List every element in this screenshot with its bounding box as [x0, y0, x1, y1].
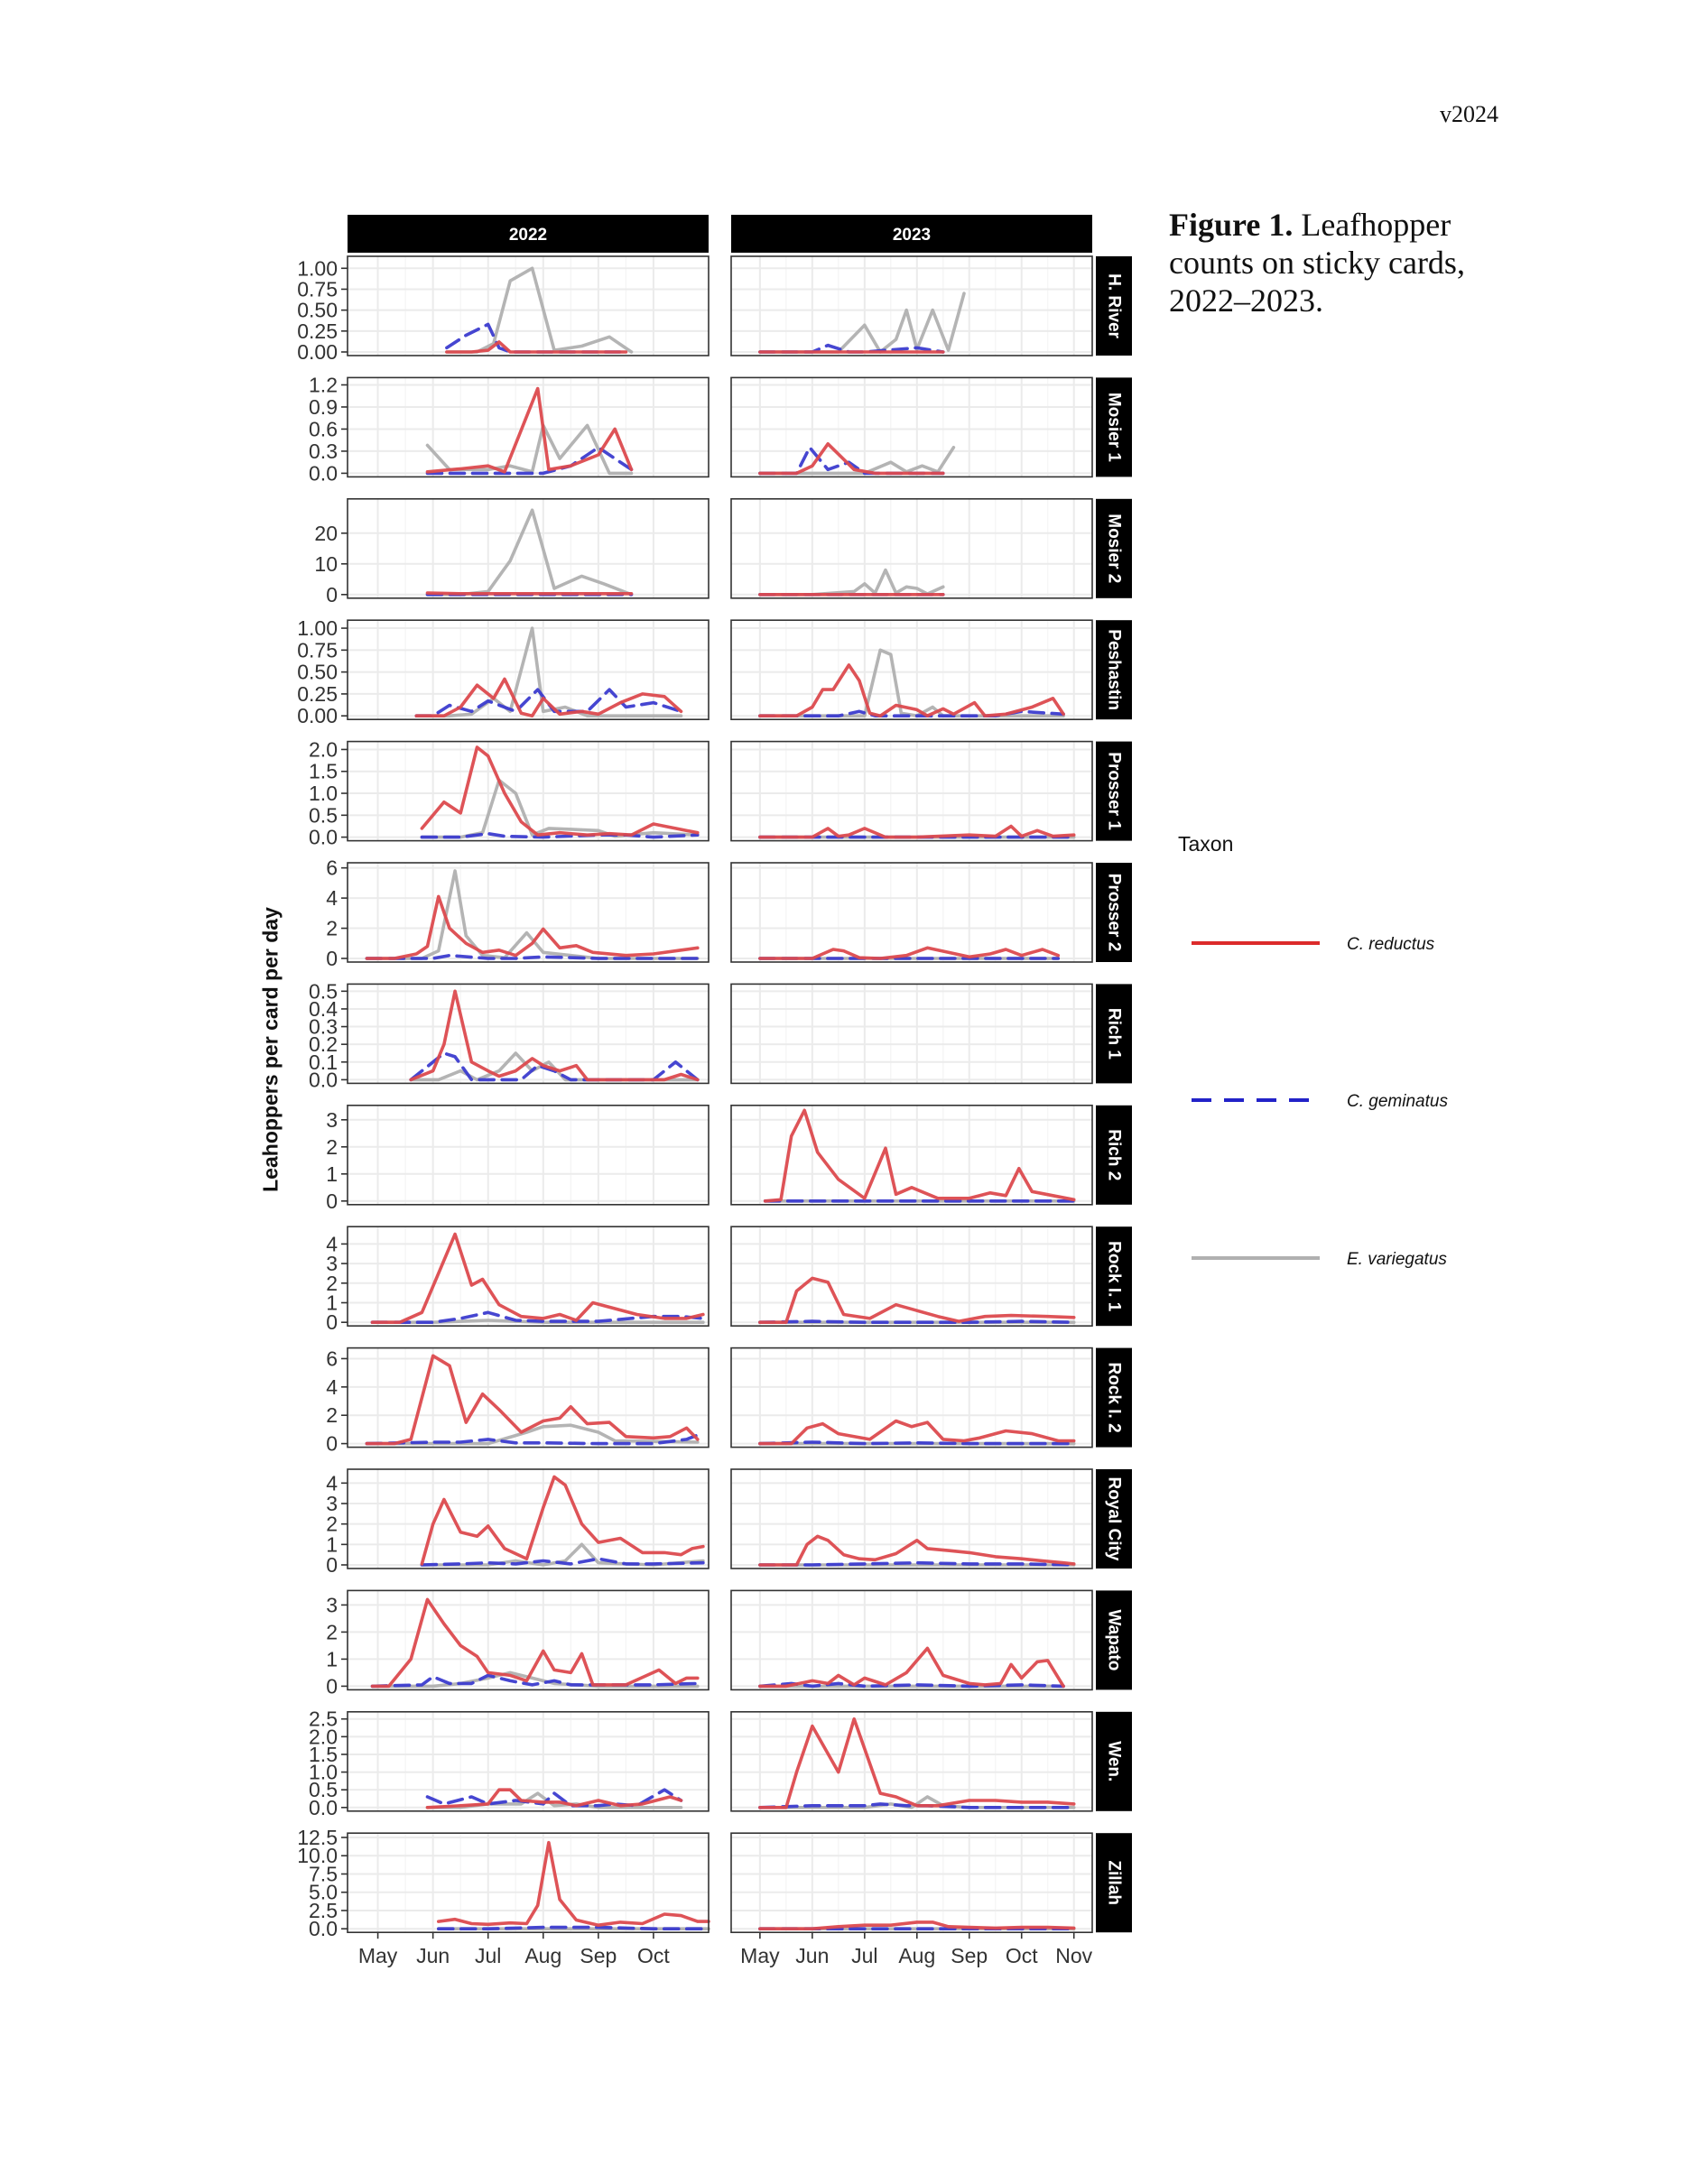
y-tick-label: 4: [326, 1374, 338, 1399]
x-tick-label-2023-jun: Jun: [795, 1944, 830, 1968]
y-tick-label: 3: [326, 1107, 338, 1132]
y-tick-label: 0.0: [309, 825, 338, 849]
y-tick-label: 2: [326, 1620, 338, 1644]
y-tick-label: 1.5: [309, 1742, 338, 1766]
y-tick-label: 10.0: [297, 1844, 338, 1868]
facet-label-wen: Wen.: [1104, 1741, 1124, 1782]
y-tick-label: 2.0: [309, 737, 338, 762]
panel-prosser-2-2023: [731, 863, 1092, 962]
panel-rich-1-2022: [348, 984, 709, 1083]
y-tick-label: 1.00: [297, 256, 338, 281]
y-tick-label: 1: [326, 1161, 338, 1186]
y-tick-label: 6: [326, 856, 338, 880]
y-tick-label: 0.1: [309, 1050, 338, 1074]
panel-bg: [731, 1348, 1092, 1448]
panel-royal-city-2022: [348, 1469, 709, 1569]
x-tick-label-2022-may: May: [357, 1944, 398, 1968]
panel-prosser-1-2022: [348, 742, 709, 841]
caption-label: Figure 1.: [1169, 207, 1294, 243]
y-tick-label: 5.0: [309, 1880, 338, 1904]
x-tick-label-2022-oct: Oct: [637, 1944, 670, 1968]
x-tick-label-2022-jul: Jul: [475, 1944, 502, 1968]
panel-rock-i-2-2023: [731, 1348, 1092, 1448]
x-tick-label-2022-jun: Jun: [416, 1944, 450, 1968]
panel-rich-2-2022: [348, 1106, 709, 1205]
y-tick-label: 1.2: [309, 373, 338, 397]
y-tick-label: 20: [314, 521, 338, 545]
x-tick-label-2023-nov: Nov: [1055, 1944, 1093, 1968]
y-tick-label: 0.25: [297, 319, 338, 343]
y-tick-label: 1.00: [297, 616, 338, 641]
x-tick-label-2023-jul: Jul: [851, 1944, 878, 1968]
x-tick-label-2022-sep: Sep: [580, 1944, 617, 1968]
y-tick-label: 3: [326, 1492, 338, 1515]
y-tick-label: 4: [326, 1232, 338, 1256]
strip-label-2022: 2022: [508, 226, 548, 245]
y-tick-label: 0: [326, 947, 338, 970]
y-tick-label: 2: [326, 916, 338, 940]
panel-bg: [731, 742, 1092, 841]
y-tick-label: 0.50: [297, 298, 338, 322]
y-tick-label: 0: [326, 1674, 338, 1698]
y-tick-label: 0.4: [309, 996, 338, 1021]
panel-peshastin-2022: [348, 620, 709, 719]
facet-label-zillah: Zillah: [1104, 1860, 1124, 1906]
y-tick-label: 6: [326, 1346, 338, 1371]
y-tick-label: 0: [326, 1553, 338, 1577]
panel-wapato-2022: [348, 1590, 709, 1689]
y-tick-label: 0.0: [309, 1917, 338, 1941]
panel-rich-1-2023: [731, 984, 1092, 1083]
panel-mosier-2-2023: [731, 499, 1092, 598]
panel-bg: [731, 1712, 1092, 1811]
y-tick-label: 1: [326, 1532, 338, 1557]
facet-label-mosier-2: Mosier 2: [1104, 514, 1124, 584]
legend-title: Taxon: [1178, 832, 1234, 856]
legend-label-c-reductus: C. reductus: [1347, 935, 1435, 954]
y-tick-label: 0.9: [309, 394, 338, 419]
panel-bg: [731, 1469, 1092, 1569]
legend-label-c-geminatus: C. geminatus: [1347, 1092, 1448, 1111]
x-tick-label-2023-may: May: [740, 1944, 780, 1968]
y-tick-label: 4: [326, 1471, 338, 1495]
y-tick-label: 0.0: [309, 1795, 338, 1819]
y-tick-label: 2: [326, 1512, 338, 1536]
y-tick-label: 4: [326, 886, 338, 911]
y-tick-label: 2: [326, 1134, 338, 1159]
x-tick-label-2023-oct: Oct: [1005, 1944, 1038, 1968]
y-tick-label: 2.0: [309, 1725, 338, 1749]
version-label: v2024: [1440, 101, 1498, 127]
facet-label-royal-city: Royal City: [1104, 1476, 1124, 1561]
panel-bg: [348, 1226, 709, 1326]
y-tick-label: 1.0: [309, 1760, 338, 1784]
panel-bg: [731, 1833, 1092, 1932]
facet-label-h-river: H. River: [1104, 273, 1124, 338]
panel-royal-city-2023: [731, 1469, 1092, 1569]
caption-text: Leafhopper counts on sticky cards, 2022–2023.: [1169, 207, 1465, 319]
y-tick-label: 0.75: [297, 277, 338, 301]
facet-label-prosser-2: Prosser 2: [1104, 873, 1124, 952]
panel-zillah-2023: [731, 1833, 1092, 1932]
panel-mosier-1-2023: [731, 377, 1092, 477]
y-tick-label: 3: [326, 1252, 338, 1276]
y-tick-label: 1.0: [309, 782, 338, 806]
y-tick-label: 0.0: [309, 1068, 338, 1092]
y-tick-label: 2.5: [309, 1898, 338, 1922]
y-tick-label: 12.5: [297, 1826, 338, 1850]
y-tick-label: 2: [326, 1403, 338, 1428]
y-tick-label: 0: [326, 1189, 338, 1213]
y-tick-label: 2: [326, 1271, 338, 1295]
y-tick-label: 0.75: [297, 638, 338, 662]
y-tick-label: 0.5: [309, 1778, 338, 1802]
x-tick-label-2023-sep: Sep: [951, 1944, 988, 1968]
panel-rock-i-1-2022: [348, 1226, 709, 1326]
panel-wen-2023: [731, 1712, 1092, 1811]
panel-rock-i-1-2023: [731, 1226, 1092, 1326]
y-tick-label: 3: [326, 1593, 338, 1617]
panel-peshastin-2023: [731, 620, 1092, 719]
y-tick-label: 0.50: [297, 660, 338, 684]
panel-bg: [348, 377, 709, 477]
panel-wen-2022: [348, 1712, 709, 1811]
y-tick-label: 7.5: [309, 1862, 338, 1886]
y-tick-label: 0.5: [309, 979, 338, 1004]
y-tick-label: 0.00: [297, 340, 338, 364]
y-tick-label: 0.0: [309, 461, 338, 486]
facet-label-rock-i-1: Rock I. 1: [1104, 1241, 1124, 1312]
facet-label-rich-2: Rich 2: [1104, 1129, 1124, 1181]
panel-bg: [348, 1712, 709, 1811]
facet-label-prosser-1: Prosser 1: [1104, 752, 1124, 830]
x-tick-label-2023-aug: Aug: [898, 1944, 936, 1968]
legend-label-e-variegatus: E. variegatus: [1347, 1250, 1447, 1269]
strip-label-2023: 2023: [892, 226, 932, 245]
y-tick-label: 0.00: [297, 704, 338, 728]
series-line-c-reductus: [428, 593, 632, 594]
y-tick-label: 0.6: [309, 417, 338, 441]
panel-bg: [731, 1226, 1092, 1326]
y-tick-label: 0: [326, 1431, 338, 1456]
panel-prosser-1-2023: [731, 742, 1092, 841]
facet-label-rock-i-2: Rock I. 2: [1104, 1362, 1124, 1433]
y-tick-label: 1: [326, 1647, 338, 1671]
y-tick-label: 2.5: [309, 1707, 338, 1731]
y-tick-label: 0.25: [297, 681, 338, 706]
x-tick-label-2022-aug: Aug: [524, 1944, 562, 1968]
y-tick-label: 1: [326, 1291, 338, 1315]
panel-bg: [731, 499, 1092, 598]
panel-rich-2-2023: [731, 1106, 1092, 1205]
facet-label-peshastin: Peshastin: [1104, 629, 1124, 711]
panel-h-river-2022: [348, 256, 709, 356]
facet-label-rich-1: Rich 1: [1104, 1007, 1124, 1060]
panel-zillah-2022: [348, 1833, 709, 1932]
panel-rock-i-2-2022: [348, 1348, 709, 1448]
panel-mosier-2-2022: [348, 499, 709, 598]
y-tick-label: 10: [314, 551, 338, 576]
y-tick-label: 1.5: [309, 759, 338, 783]
y-tick-label: 0: [326, 1310, 338, 1335]
facet-label-mosier-1: Mosier 1: [1104, 392, 1124, 462]
facet-label-wapato: Wapato: [1104, 1609, 1124, 1671]
y-tick-label: 0.5: [309, 803, 338, 828]
y-tick-label: 0.3: [309, 439, 338, 463]
panel-prosser-2-2022: [348, 863, 709, 962]
panel-bg: [348, 499, 709, 598]
panel-wapato-2023: [731, 1590, 1092, 1689]
y-tick-label: 0: [326, 582, 338, 606]
panel-bg: [731, 863, 1092, 962]
y-tick-label: 0.2: [309, 1032, 338, 1057]
panel-mosier-1-2022: [348, 377, 709, 477]
y-tick-label: 0.3: [309, 1014, 338, 1039]
panel-bg: [731, 377, 1092, 477]
panel-bg: [731, 256, 1092, 356]
panel-h-river-2023: [731, 256, 1092, 356]
panel-bg: [731, 984, 1092, 1083]
y-axis-label: Leahoppers per card per day: [258, 907, 283, 1192]
